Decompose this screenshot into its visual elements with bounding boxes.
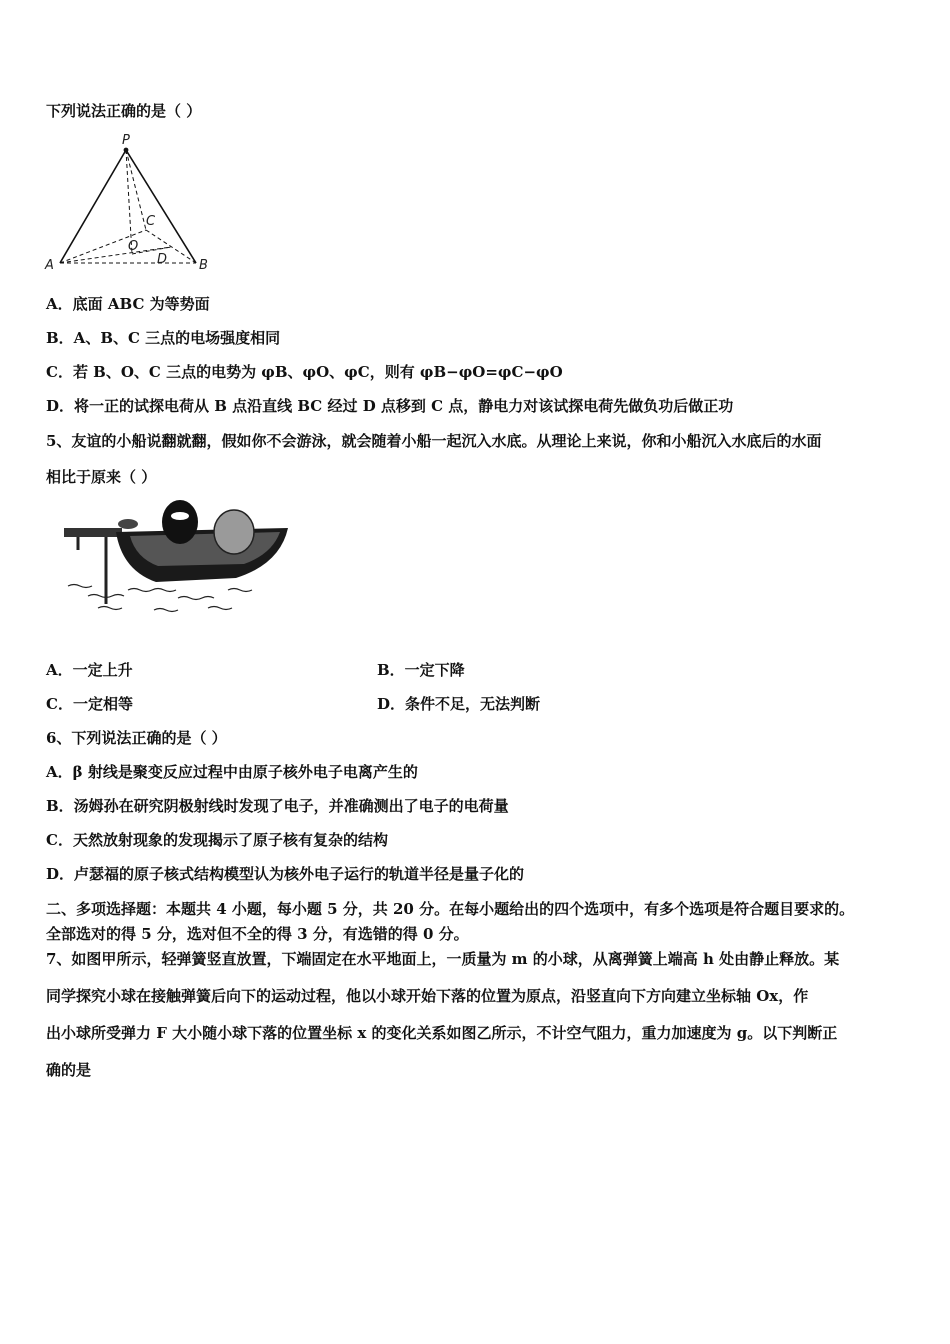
boat-drawing	[58, 492, 294, 620]
q7-line3: 出小球所受弹力 F 大小随小球下落的位置坐标 x 的变化关系如图乙所示，不计空气阻力，重力加速度为 g。以下判断正	[46, 1024, 838, 1042]
q5-option-b: B．一定下降	[377, 661, 465, 679]
q5-stem-line1: 5、友谊的小船说翻就翻，假如你不会游泳，就会随着小船一起沉入水底。从理论上来说，你和小船沉入水底后的水面	[46, 432, 822, 450]
label-P: P	[122, 133, 130, 148]
q5-stem-line2: 相比于原来（ ）	[46, 468, 157, 486]
q6-option-c: C．天然放射现象的发现揭示了原子核有复杂的结构	[46, 831, 388, 849]
section2-line2: 全部选对的得 5 分，选对但不全的得 3 分，有选错的得 0 分。	[46, 925, 469, 943]
q6-option-b: B．汤姆孙在研究阴极射线时发现了电子，并准确测出了电子的电荷量	[46, 797, 509, 815]
q6-option-a: A．β 射线是聚变反应过程中由原子核外电子电离产生的	[46, 763, 418, 781]
pyramid-figure	[40, 128, 220, 274]
q4-option-b: B．A、B、C 三点的电场强度相同	[46, 329, 281, 347]
q4-stem: 下列说法正确的是（ ）	[46, 102, 202, 120]
pyramid-diagram	[40, 128, 220, 274]
q4-option-d: D．将一正的试探电荷从 B 点沿直线 BC 经过 D 点移到 C 点，静电力对该试探电荷先做负功后做正功	[46, 397, 734, 415]
label-A: A	[45, 258, 54, 273]
q5-option-a: A．一定上升	[46, 661, 133, 679]
boat-illustration	[58, 492, 294, 620]
label-B: B	[199, 258, 208, 273]
q7-line1: 7、如图甲所示，轻弹簧竖直放置，下端固定在水平地面上，一质量为 m 的小球，从离弹簧上端高 h 处由静止释放。某	[46, 950, 840, 968]
q5-option-d: D．条件不足，无法判断	[377, 695, 541, 713]
q6-stem: 6、下列说法正确的是（ ）	[46, 729, 227, 747]
label-O: O	[128, 239, 139, 254]
q4-option-c: C．若 B、O、C 三点的电势为 φB、φO、φC，则有 φB−φO=φC−φO	[46, 363, 563, 381]
label-D: D	[157, 252, 168, 267]
q4-option-a: A．底面 ABC 为等势面	[46, 295, 210, 313]
section2-line1: 二、多项选择题：本题共 4 小题，每小题 5 分，共 20 分。在每小题给出的四个选项中，有多个选项是符合题目要求的。	[46, 900, 855, 918]
q6-option-d: D．卢瑟福的原子核式结构模型认为核外电子运行的轨道半径是量子化的	[46, 865, 525, 883]
q7-line2: 同学探究小球在接触弹簧后向下的运动过程，他以小球开始下落的位置为原点，沿竖直向下方向建立坐标轴 Ox，作	[46, 987, 809, 1005]
q7-line4: 确的是	[46, 1061, 92, 1079]
q5-option-c: C．一定相等	[46, 695, 133, 713]
label-C: C	[146, 214, 156, 229]
